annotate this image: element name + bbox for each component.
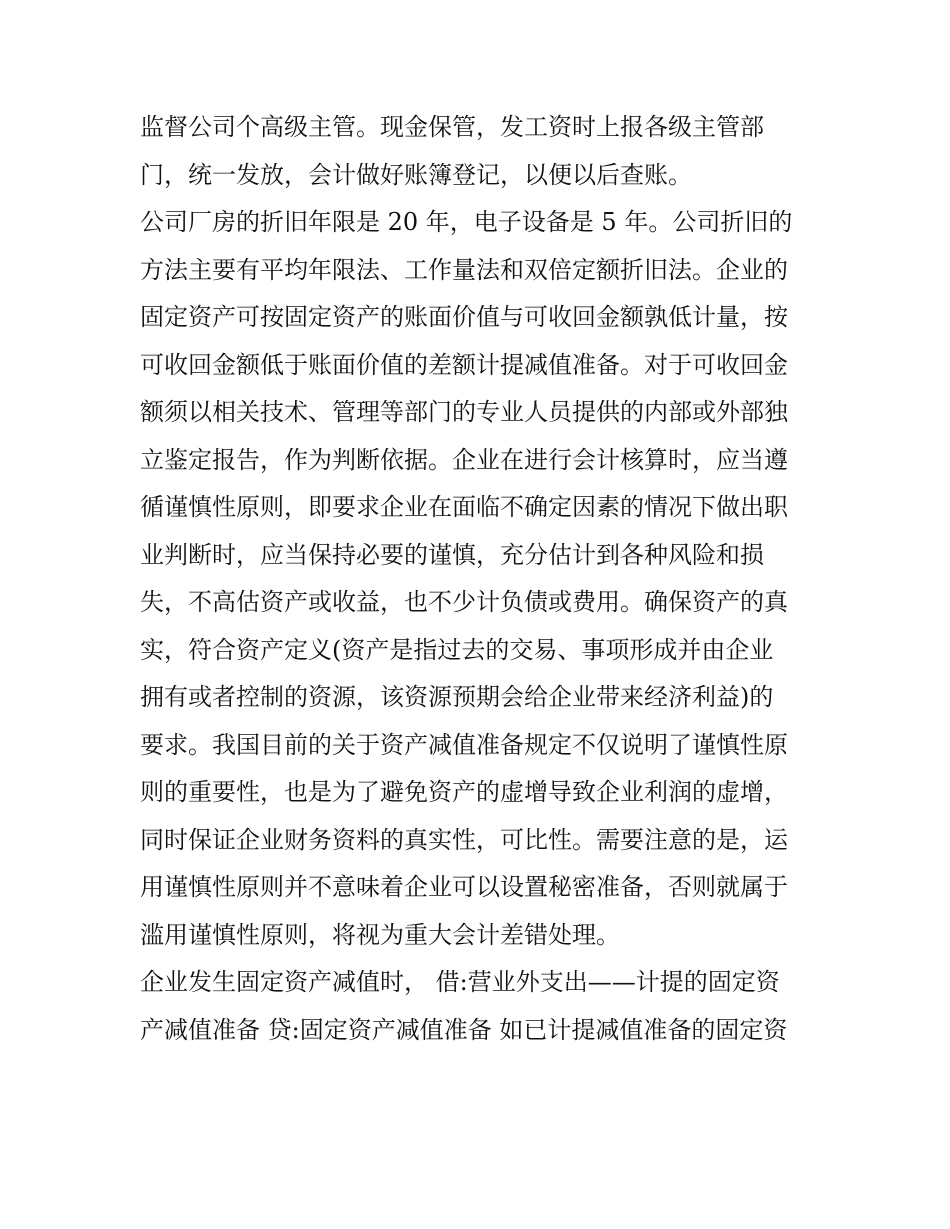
text-line: 循谨慎性原则，即要求企业在面临不确定因素的情况下做出职 [140, 493, 788, 521]
text-line: 额须以相关技术、管理等部门的专业人员提供的内部或外部独 [140, 398, 788, 426]
text-line: 要求。我国目前的关于资产减值准备规定不仅说明了谨慎性原 [140, 730, 788, 759]
document-body [140, 104, 820, 1054]
text-line: 可收回金额低于账面价值的差额计提减值准备。对于可收回金 [140, 350, 788, 379]
text-line: 产减值准备 贷:固定资产减值准备 如已计提减值准备的固定资 [140, 1015, 788, 1044]
text-line: 门，统一发放，会计做好账簿登记，以便以后查账。 [140, 160, 692, 189]
text-line: 则的重要性，也是为了避免资产的虚增导致企业利润的虚增， [140, 778, 788, 806]
text-line: 业判断时，应当保持必要的谨慎，充分估计到各种风险和损 [140, 540, 764, 569]
text-line: 监督公司个高级主管。现金保管，发工资时上报各级主管部 [140, 113, 764, 141]
text-line: 公司厂房的折旧年限是 20 年，电子设备是 5 年。公司折旧的 [140, 208, 793, 236]
text-line: 同时保证企业财务资料的真实性，可比性。需要注意的是，运 [140, 825, 788, 854]
text-line: 滥用谨慎性原则，将视为重大会计差错处理。 [140, 920, 620, 949]
text-line: 用谨慎性原则并不意味着企业可以设置秘密准备，否则就属于 [140, 873, 788, 901]
text-line: 拥有或者控制的资源，该资源预期会给企业带来经济利益)的 [140, 683, 774, 711]
text-line: 立鉴定报告，作为判断依据。企业在进行会计核算时，应当遵 [140, 445, 788, 474]
text-line: 实，符合资产定义(资产是指过去的交易、事项形成并由企业 [140, 635, 774, 664]
text-line: 失，不高估资产或收益，也不少计负债或费用。确保资产的真 [140, 588, 788, 616]
text-line: 方法主要有平均年限法、工作量法和双倍定额折旧法。企业的 [140, 255, 788, 284]
text-line: 固定资产可按固定资产的账面价值与可收回金额孰低计量，按 [140, 303, 788, 331]
text-line: 企业发生固定资产减值时， 借:营业外支出——计提的固定资 [140, 968, 780, 996]
